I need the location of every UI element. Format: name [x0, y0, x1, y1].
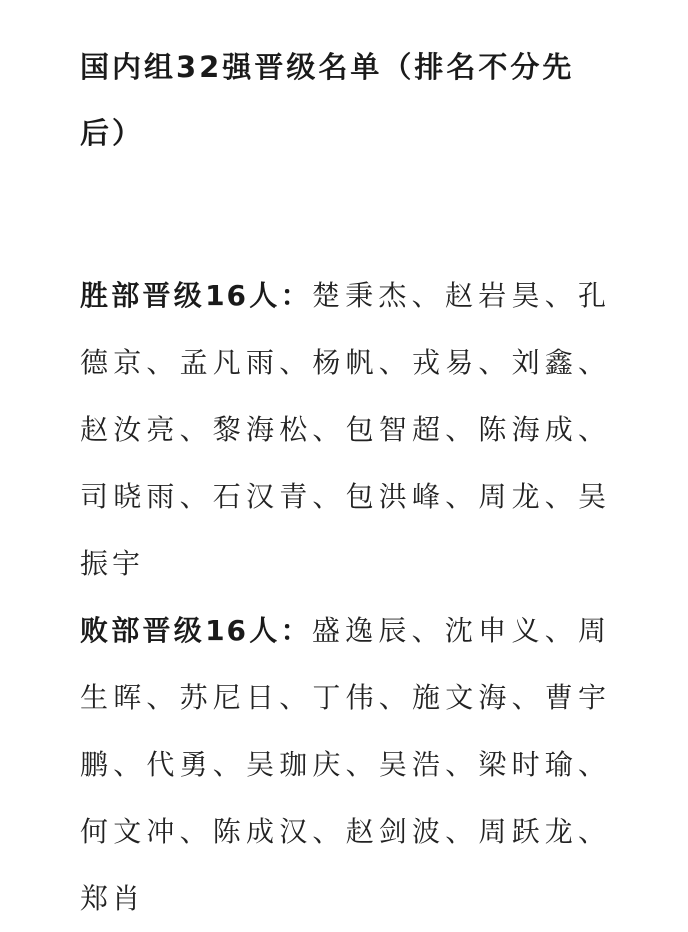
- winners-label: 胜部晋级16人：: [80, 279, 312, 312]
- losers-label: 败部晋级16人：: [80, 614, 312, 647]
- article-title: 国内组32强晋级名单（排名不分先后）: [80, 50, 575, 150]
- paragraph-gap: [80, 166, 610, 262]
- losers-names: 盛逸辰、沈申义、周生晖、苏尼日、丁伟、施文海、曹宇鹏、代勇、吴珈庆、吴浩、梁时瑜、何文冲、陈成汉、赵剑波、周跃龙、郑肖: [80, 614, 610, 915]
- losers-paragraph: [80, 597, 610, 932]
- winners-paragraph: [80, 262, 610, 597]
- article-body: [80, 34, 610, 932]
- winners-names: 楚秉杰、赵岩昊、孔德京、孟凡雨、杨帆、戎易、刘鑫、赵汝亮、黎海松、包智超、陈海成、司晓雨、石汉青、包洪峰、周龙、吴振宇: [80, 279, 610, 580]
